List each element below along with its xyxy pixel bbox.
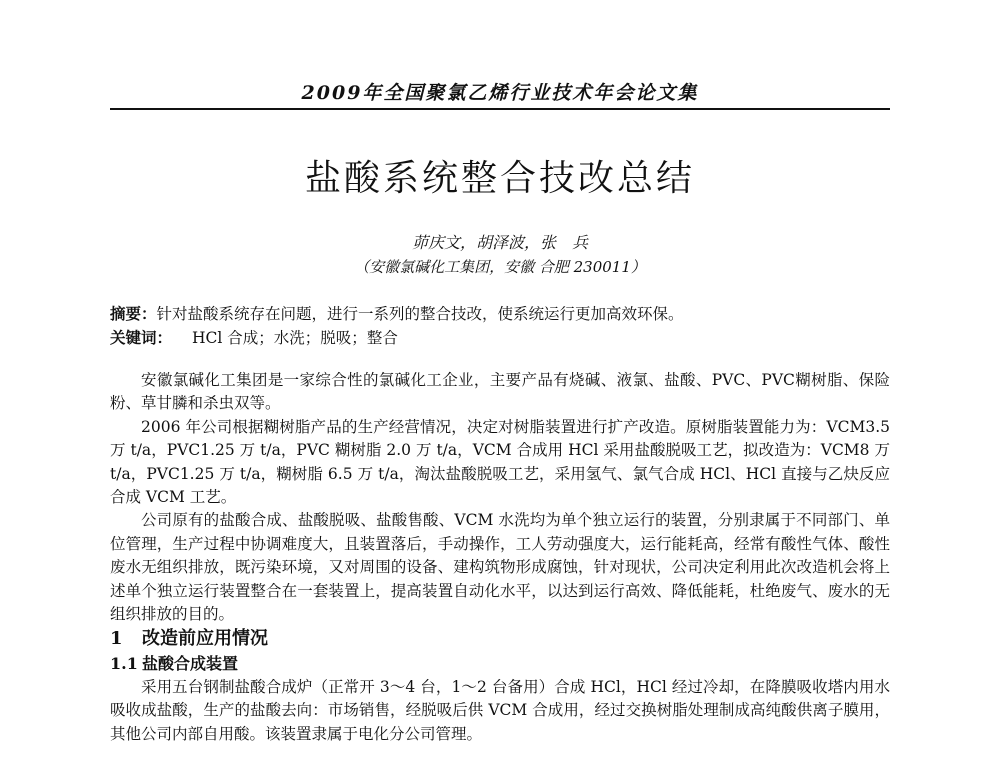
subsection-heading xyxy=(110,652,890,675)
keyword: 整合 xyxy=(366,329,398,347)
subsection-title: 盐酸合成装置 xyxy=(142,654,239,674)
header-rule xyxy=(110,108,890,110)
abstract-text: 针对盐酸系统存在问题，进行一系列的整合技改，使系统运行更加高效环保。 xyxy=(156,305,684,323)
intro-paragraph: 公司原有的盐酸合成、盐酸脱吸、盐酸售酸、VCM 水洗均为单个独立运行的装置，分别隶属于不同部门、单位管理，生产过程中协调难度大，且装置落后，手动操作，工人劳动强度大，运行能耗高，经常有酸性气体、酸性废水无组织排放，既污染环境，又对周围的设备、建构筑物形成腐蚀，针对现状，公司决定利用此次改造机会将上述单个独立运行装置整合在一套装置上，提高装置自动化水平，以达到运行高效、降低能耗，杜绝废气、废水的无组织排放的目的。 xyxy=(110,511,890,624)
affiliation: （安徽氯碱化工集团，安徽 合肥 230011） xyxy=(354,258,646,276)
section-heading xyxy=(110,626,890,652)
abstract-label: 摘要： xyxy=(110,304,157,323)
keywords xyxy=(110,326,890,350)
running-header: 2009年全国聚氯乙烯行业技术年会论文集 xyxy=(301,82,699,104)
abstract xyxy=(110,302,890,326)
section-paragraph: 采用五台钢制盐酸合成炉（正常开 3～4 台，1～2 台备用）合成 HCl，HCl 经过冷却，在降膜吸收塔内用水吸收成盐酸，生产的盐酸去向：市场销售，经脱吸后供 VCM 合成用，经过交换树脂处理制成高纯酸供离子膜用，其他公司内部自用酸。该装置隶属于电化分公司管理。 xyxy=(110,677,890,743)
intro-paragraph: 2006 年公司根据糊树脂产品的生产经营情况，决定对树脂装置进行扩产改造。原树脂装置能力为：VCM3.5 万 t/a，PVC1.25 万 t/a，PVC 糊树脂 2.0 万 t/a，VCM 合成用 HCl 采用盐酸脱吸工艺，拟改造为：VCM8 万 t/a，PVC1.25 万 t/a，糊树脂 6.5 万 t/a，淘汰盐酸脱吸工艺，采用氢气、氯气合成 HCl、HCl 直接与乙炔反应合成 VCM 工艺。 xyxy=(110,417,890,507)
section-number: 1 xyxy=(110,628,123,650)
keyword: 水洗； xyxy=(273,329,321,347)
keyword: HCl 合成； xyxy=(192,329,274,347)
body-text xyxy=(110,369,890,746)
section-title: 改造前应用情况 xyxy=(142,628,268,650)
subsection-number: 1.1 xyxy=(110,654,138,674)
intro-paragraph: 安徽氯碱化工集团是一家综合性的氯碱化工企业，主要产品有烧碱、液氯、盐酸、PVC、PVC糊树脂、保险粉、草甘膦和杀虫双等。 xyxy=(110,371,890,413)
keyword: 脱吸； xyxy=(320,329,367,347)
authors: 茆庆文，胡泽波，张 兵 xyxy=(411,233,588,252)
abstract-block xyxy=(110,302,890,350)
paper-title: 盐酸系统整合技改总结 xyxy=(304,158,695,199)
keywords-label: 关键词： xyxy=(110,328,173,347)
